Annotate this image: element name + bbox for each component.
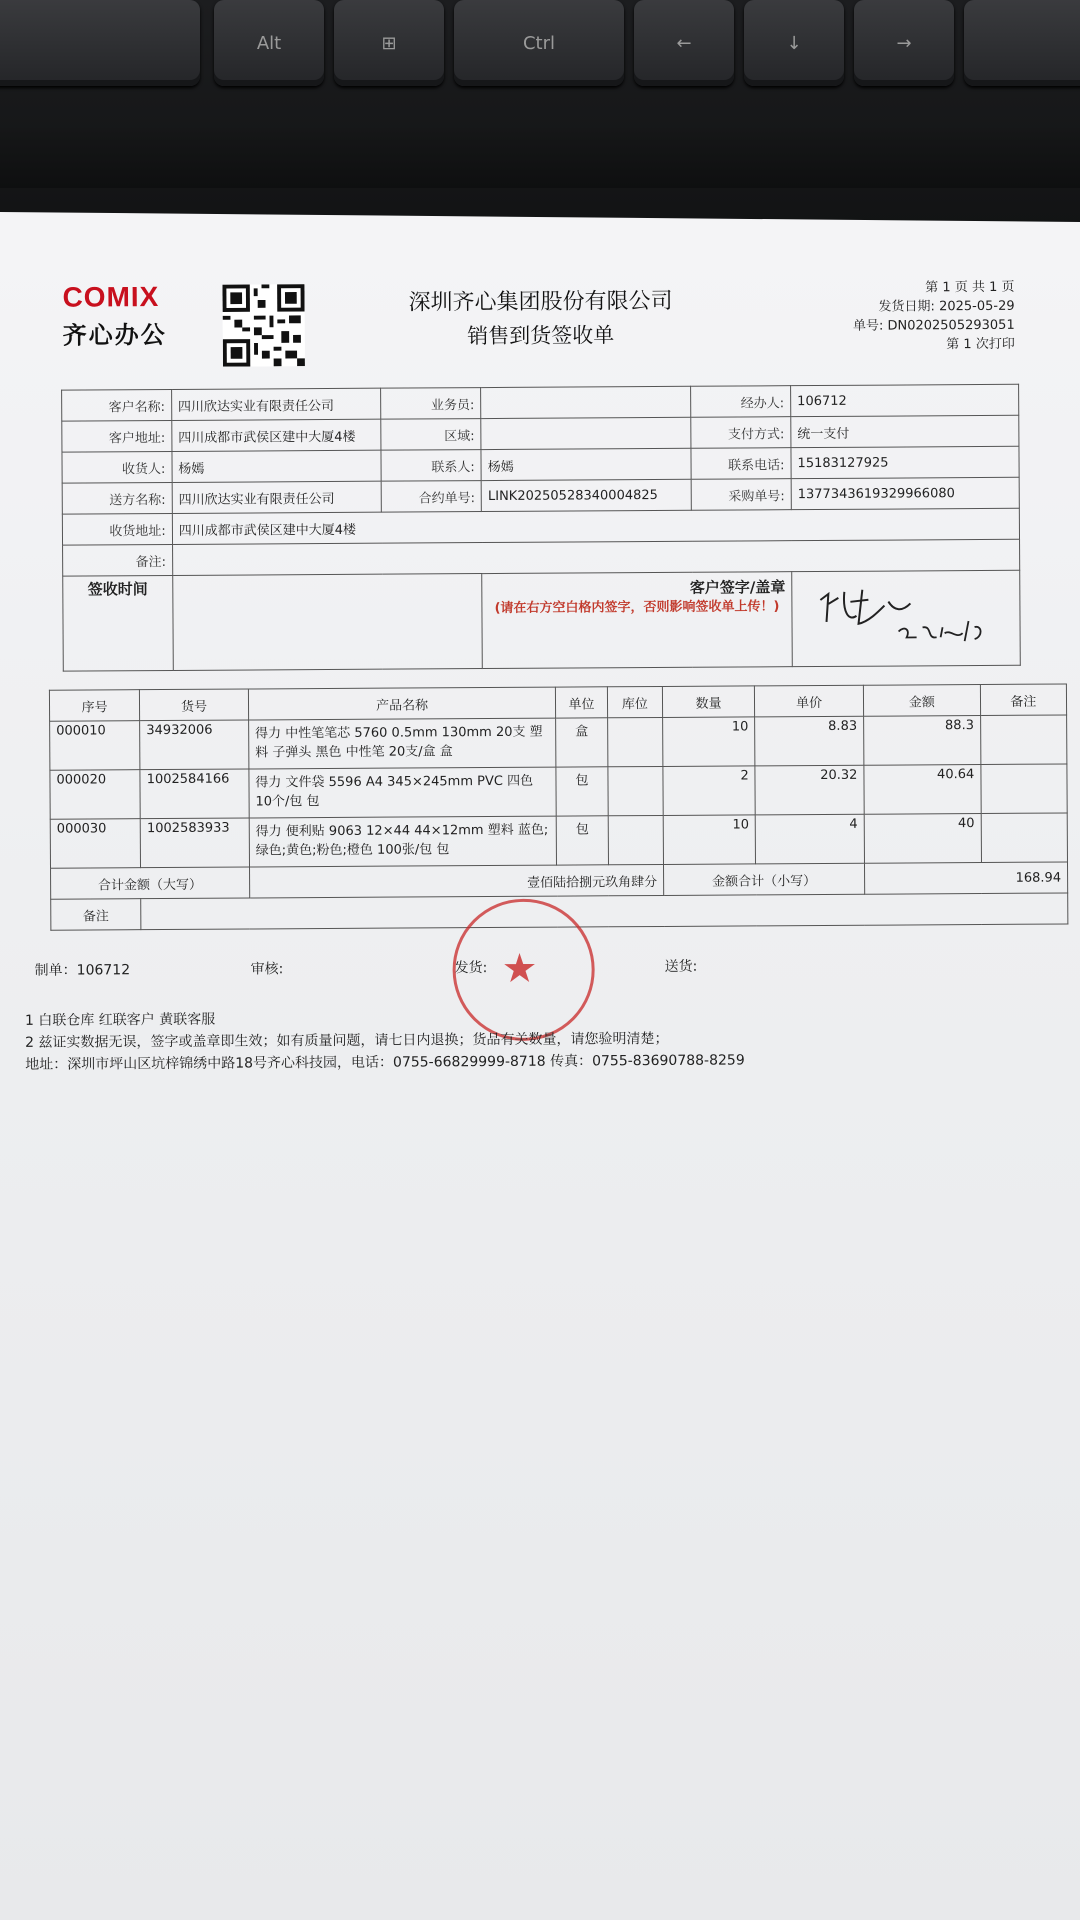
- items-remark-value: [141, 893, 1068, 930]
- receiver-value: 杨嫣: [172, 450, 382, 482]
- handler-value: 106712: [791, 384, 1019, 416]
- row-qty: 2: [663, 766, 756, 816]
- page-count: 第 1 页 共 1 页: [925, 279, 1015, 296]
- brand-cn-text: 齐心办公: [62, 320, 167, 350]
- key-label: Alt: [256, 32, 282, 54]
- col-header: 库位: [607, 686, 663, 717]
- doc-meta: [853, 278, 1015, 355]
- remark-value: [172, 539, 1019, 575]
- handler-label: 经办人:: [691, 386, 791, 418]
- keyboard-key-alt: [214, 0, 324, 86]
- footer-address: 地址：深圳市坪山区坑梓锦绣中路18号齐心科技园，电话：0755-66829999-8718 传真：0755-83690788-8259: [25, 1052, 745, 1073]
- keyboard-edge: [0, 128, 1080, 188]
- contract-label: 合约单号:: [382, 481, 482, 513]
- col-header: 金额: [863, 685, 980, 717]
- info-table: [61, 384, 1021, 672]
- table-row: [50, 764, 1067, 819]
- row-price: 20.32: [755, 765, 864, 815]
- row-remark: [981, 764, 1068, 814]
- footer-terms-note: 2 兹证实数据无误，签字或盖章即生效；如有质量问题，请七日内退换；货品有关数量，请您验明清楚；: [25, 1030, 669, 1051]
- contact-value: 杨嫣: [481, 448, 691, 480]
- customer-name-label: 客户名称:: [62, 389, 172, 421]
- contract-value: LINK20250528340004825: [481, 479, 691, 511]
- row-product: 得力 便利贴 9063 12×44 44×12mm 塑料 蓝色;绿色;黄色;粉色;橙色 100张/包 包: [249, 816, 557, 867]
- region-value: [481, 417, 691, 449]
- payment-value: 统一支付: [791, 415, 1019, 447]
- phone-label: 联系电话:: [691, 448, 791, 480]
- row-unit: 包: [557, 816, 609, 865]
- brand-logo-text: COMIX: [62, 281, 160, 313]
- sign-time-label: 签收时间: [63, 575, 173, 671]
- ship-to-label: 送方名称:: [62, 482, 172, 514]
- items-remark-label: 备注: [51, 899, 141, 931]
- keyboard-key-right: [854, 0, 954, 86]
- row-location: [607, 717, 663, 766]
- doc-title: 销售到货签收单: [467, 323, 615, 349]
- phone-value: 15183127925: [791, 446, 1019, 478]
- table-row: [50, 813, 1067, 868]
- total-value: 168.94: [864, 862, 1067, 894]
- po-value: 1377343619329966080: [791, 477, 1019, 509]
- sign-note: (请在右方空白格内签字，否则影响签收单上传！): [494, 599, 780, 616]
- contact-label: 联系人:: [381, 450, 481, 482]
- keyboard-background: [0, 0, 1080, 230]
- total-cn-label: 合计金额（大写）: [51, 867, 250, 899]
- customer-addr: 四川成都市武侯区建中大厦4楼: [172, 419, 382, 451]
- sign-label: 客户签字/盖章: [689, 578, 786, 597]
- deliver-field: 送货:: [664, 958, 698, 975]
- keyboard-key-windows: [334, 0, 444, 86]
- footer-copies-note: 1 白联仓库 红联客户 黄联客服: [24, 1011, 216, 1029]
- col-header: 备注: [980, 684, 1066, 716]
- row-product: 得力 文件袋 5596 A4 345×245mm PVC 四色 10个/包 包: [249, 767, 557, 818]
- row-qty: 10: [663, 815, 756, 865]
- row-sku: 1002583933: [140, 818, 249, 868]
- row-sku: 34932006: [140, 720, 249, 770]
- arrow-left-icon: ←: [676, 32, 692, 54]
- ship-field: 发货:: [454, 960, 488, 977]
- row-location: [608, 815, 664, 864]
- arrow-down-icon: ↓: [786, 32, 802, 54]
- row-seq: 000030: [50, 819, 141, 869]
- row-amount: 40: [864, 814, 981, 864]
- region-label: 区域:: [381, 419, 481, 451]
- signature-cell: [792, 570, 1021, 666]
- row-remark: [980, 715, 1067, 765]
- comix-logo: [62, 281, 166, 351]
- row-qty: 10: [663, 717, 756, 767]
- keyboard-key-down: [744, 0, 844, 86]
- maker-field: 制单：106712: [34, 962, 131, 979]
- col-header: 产品名称: [248, 687, 556, 720]
- customer-addr-label: 客户地址:: [62, 420, 172, 452]
- star-icon: ★: [501, 945, 538, 992]
- recv-addr-value: 四川成都市武侯区建中大厦4楼: [172, 508, 1019, 544]
- recv-addr-label: 收货地址:: [62, 513, 172, 545]
- keyboard-key: [964, 0, 1080, 86]
- row-unit: 包: [556, 767, 608, 816]
- table-row: [50, 715, 1067, 770]
- keyboard-key-ctrl: [454, 0, 624, 86]
- row-unit: 盒: [556, 718, 608, 767]
- sales-label: 业务员:: [381, 388, 481, 420]
- doc-number: 单号: DN0202505293051: [852, 317, 1015, 334]
- qr-code-icon: [222, 284, 304, 366]
- col-header: 单位: [556, 687, 607, 718]
- row-seq: 000020: [50, 770, 141, 820]
- arrow-right-icon: →: [896, 32, 912, 54]
- row-product: 得力 中性笔笔芯 5760 0.5mm 130mm 20支 塑料 子弹头 黑色 中性笔 20支/盒 盒: [248, 718, 556, 769]
- row-remark: [981, 813, 1068, 863]
- company-name: 深圳齐心集团股份有限公司: [408, 288, 673, 316]
- ship-to-value: 四川欣达实业有限责任公司: [172, 481, 382, 513]
- customer-name: 四川欣达实业有限责任公司: [171, 388, 381, 420]
- print-count: 第 1 次打印: [946, 336, 1015, 353]
- keyboard-key: [0, 0, 200, 86]
- row-amount: 40.64: [864, 765, 981, 815]
- sales-value: [481, 386, 691, 418]
- row-sku: 1002584166: [140, 769, 249, 819]
- row-seq: 000010: [50, 721, 141, 771]
- total-cn-value: 壹佰陆拾捌元玖角肆分: [249, 864, 663, 898]
- sign-time-value: [173, 574, 483, 671]
- total-label: 金额合计（小写）: [664, 863, 865, 895]
- ship-date: 发货日期: 2025-05-29: [878, 298, 1015, 315]
- row-price: 8.83: [755, 716, 864, 766]
- windows-icon: ⊞: [381, 32, 397, 54]
- handwritten-signature: [798, 581, 998, 652]
- receiver-label: 收货人:: [62, 451, 172, 483]
- key-label: Ctrl: [522, 32, 556, 54]
- col-header: 数量: [662, 686, 754, 718]
- col-header: 序号: [49, 690, 139, 722]
- review-field: 审核:: [250, 961, 284, 978]
- payment-label: 支付方式:: [691, 417, 791, 449]
- col-header: 单价: [755, 685, 864, 717]
- items-table: [49, 683, 1068, 930]
- row-price: 4: [755, 814, 864, 864]
- keyboard-key-left: [634, 0, 734, 86]
- document-title: [300, 283, 780, 351]
- remark-label: 备注:: [63, 544, 173, 576]
- po-label: 采购单号:: [691, 479, 791, 511]
- row-amount: 88.3: [864, 716, 981, 766]
- sign-label-cell: [482, 572, 792, 669]
- col-header: 货号: [140, 689, 249, 721]
- row-location: [608, 766, 664, 815]
